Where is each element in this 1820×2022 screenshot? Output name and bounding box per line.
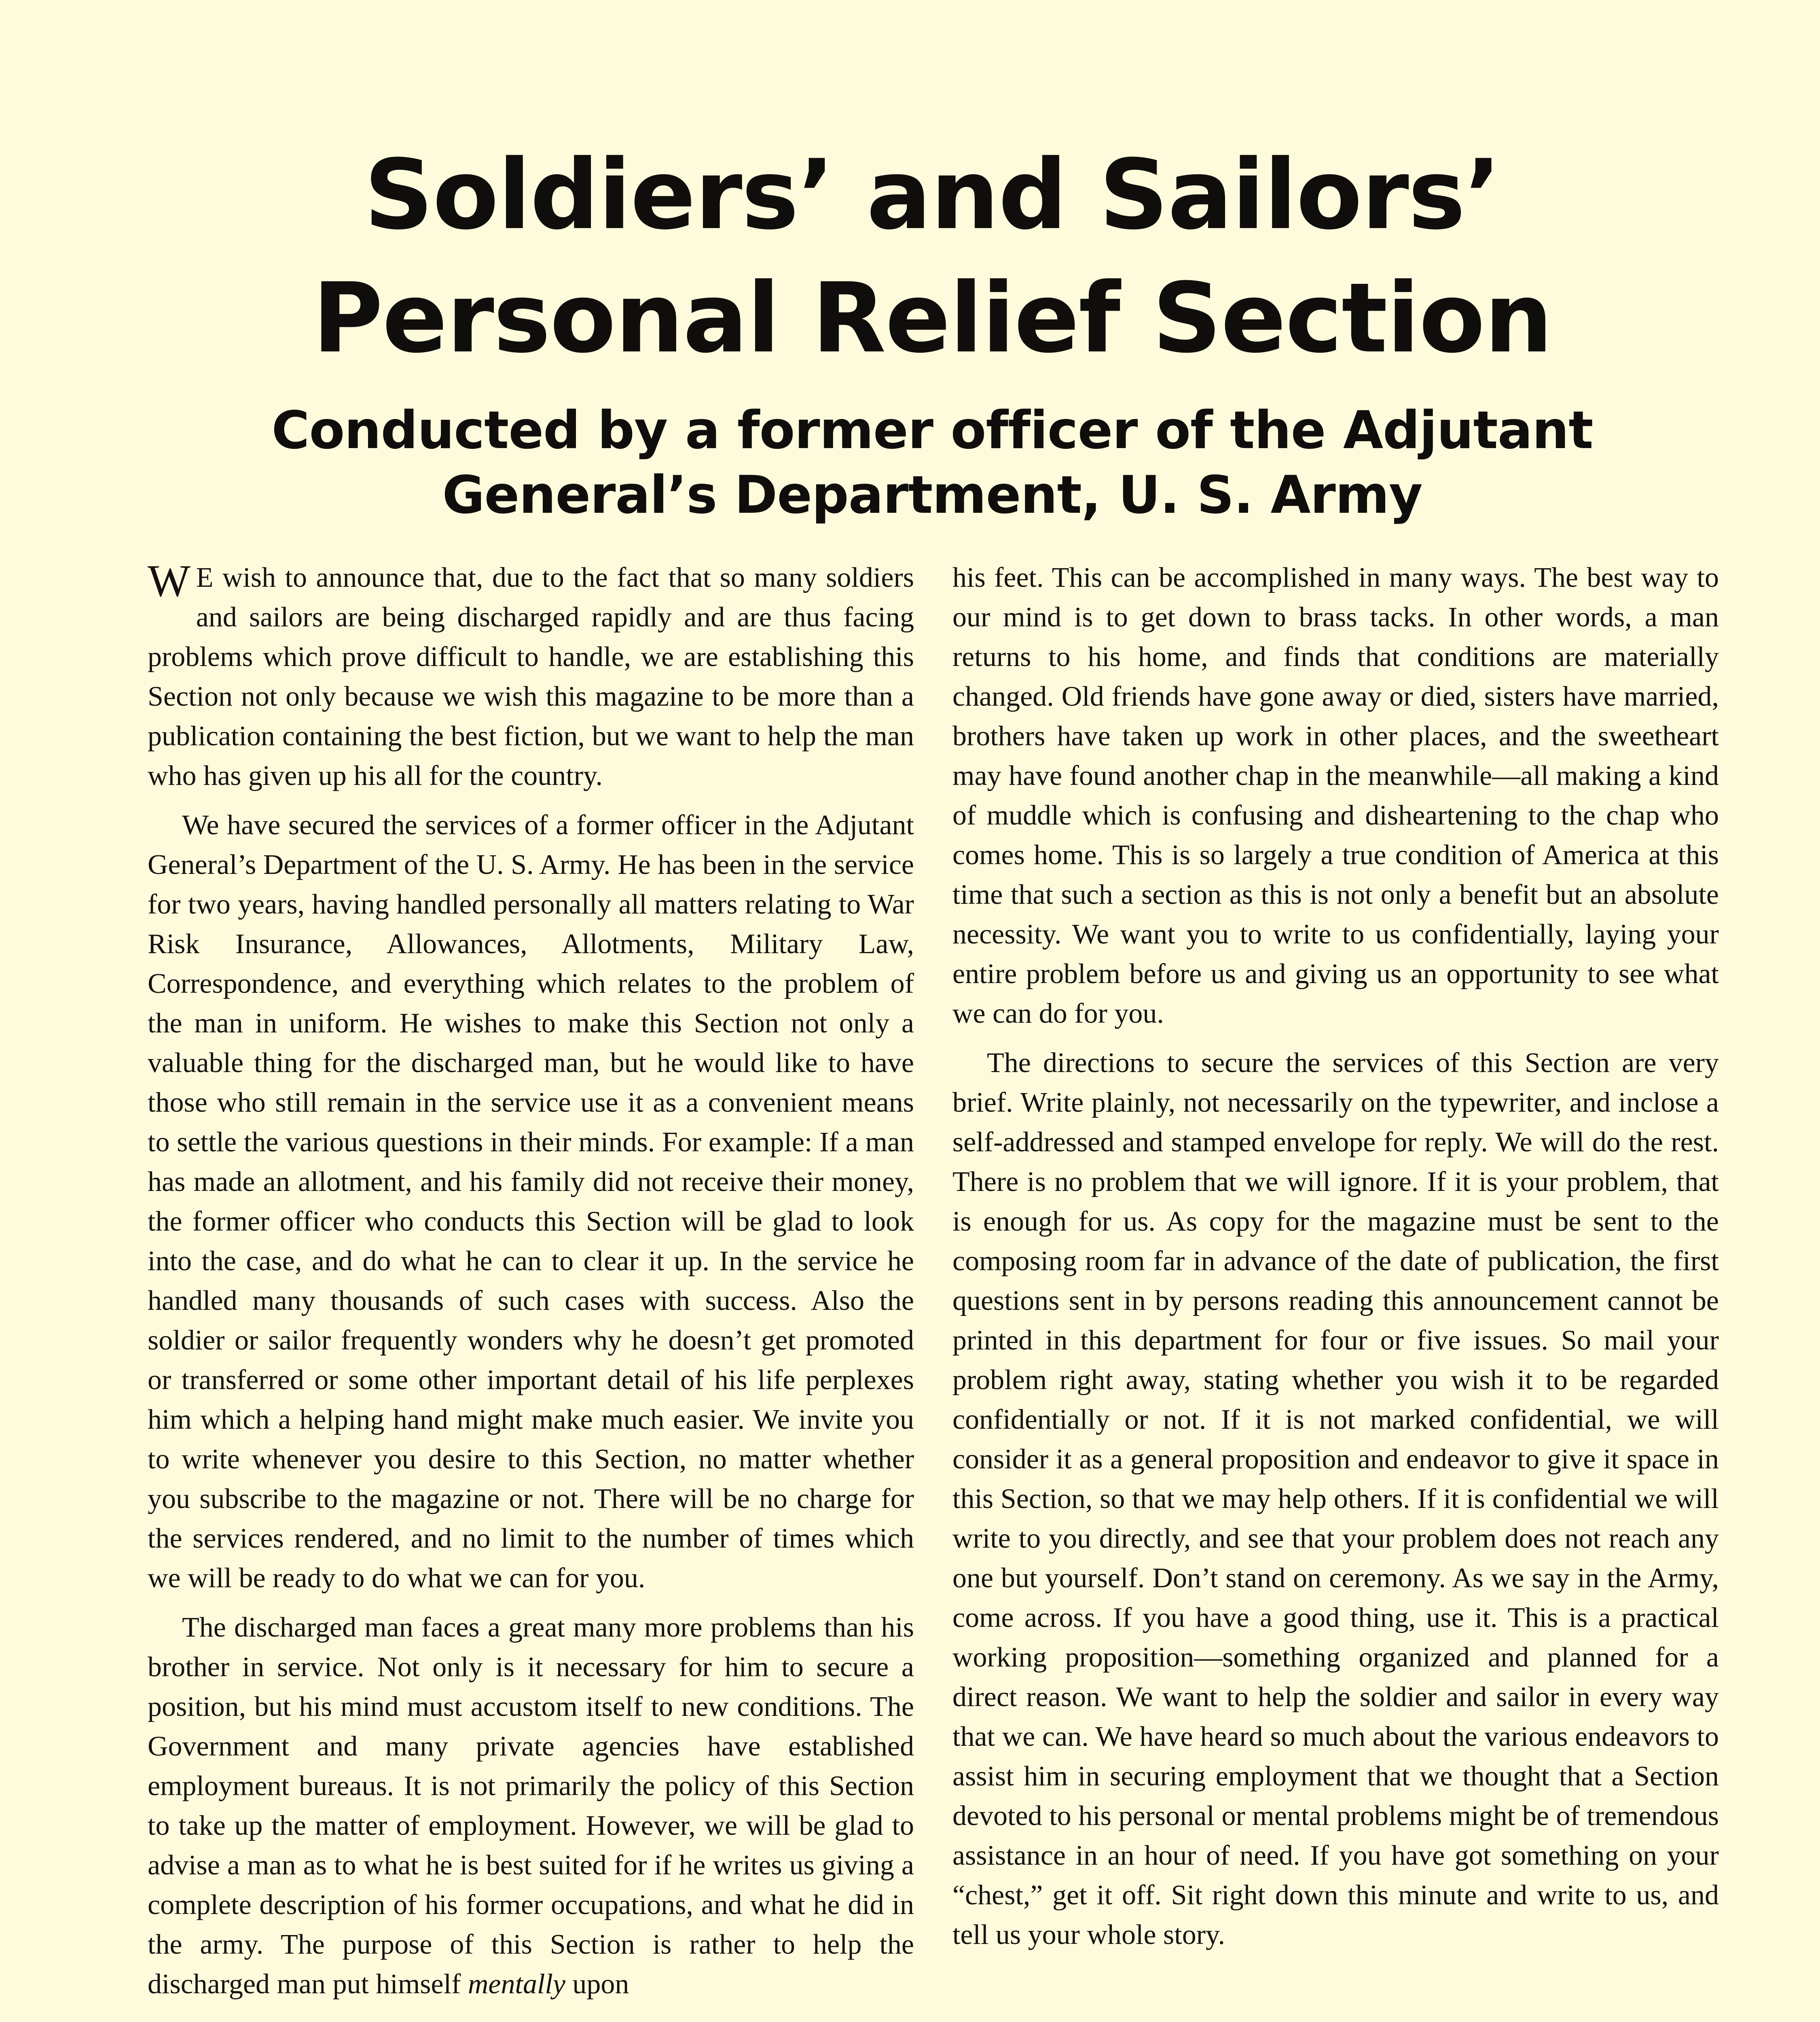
paragraph-intro: [148, 558, 914, 796]
emphasis-mentally: mentally: [468, 1969, 565, 2000]
article-title: Soldiers’ and Sailors’ Personal Relief Section: [312, 139, 1552, 374]
paragraph-discharged-man: [148, 1608, 914, 2004]
paragraph-discharged-text: The discharged man faces a great many more problems than his brother in service. Not only is it necessary for him to secure a position, but his mind must accustom itself to new conditions. The Government and many private agencies have established employment bureaus. It is not primarily the policy of this Section to take up the matter of employment. However, we will be glad to advise a man as to what he is best suited for if he writes us giving a complete description of his former occupations, and what he did in the army. The purpose of this Section is rather to help the discharged man put himself: [148, 1612, 914, 2000]
paragraph-discharged-tail: upon: [565, 1969, 629, 2000]
article-subtitle: Conducted by a former officer of the Adjutant General’s Department, U. S. Army: [271, 400, 1593, 525]
right-column: [952, 558, 1719, 1955]
paragraph-intro-text: E wish to announce that, due to the fact that so many soldiers and sailors are being discharged rapidly and are thus facing problems which prove difficult to handle, we are establishing this Section not only because we wish this magazine to be more than a publication containing the best fiction, but we want to help the man who has given up his all for the country.: [148, 562, 914, 791]
left-column: [148, 558, 914, 2004]
paragraph-continued: his feet. This can be accomplished in many ways. The best way to our mind is to get down to brass tacks. In other words, a man returns to his home, and finds that conditions are materially changed. Old friends have gone away or died, sisters have married, brothers have taken up work in other places, and the sweetheart may have found another chap in the meanwhile—all making a kind of muddle which is confusing and disheartening to the chap who comes home. This is so largely a true condition of America at this time that such a section as this is not only a benefit but an absolute necessity. We want you to write to us confidentially, laying your entire problem before us and giving us an opportunity to see what we can do for you.: [952, 562, 1719, 1029]
paragraph-directions: The directions to secure the services of this Section are very brief. Write plainly, not necessarily on the typewriter, and inclose a self-addressed and stamped envelope for reply. We will do the rest. There is no problem that we will ignore. If it is your problem, that is enough for us. As copy for the magazine must be sent to the composing room far in advance of the date of publication, the first questions sent in by persons reading this announcement cannot be printed in this department for four or five issues. So mail your problem right away, stating whether you wish it to be regarded confidentially or not. If it is not marked confidential, we will consider it as a general proposition and endeavor to give it space in this Section, so that we may help others. If it is confidential we will write to you directly, and see that your problem does not reach any one but yourself. Don’t stand on ceremony. As we say in the Army, come across. If you have a good thing, use it. This is a practical working proposition—something organized and planned for a direct reason. We want to help the soldier and sailor in every way that we can. We have heard so much about the various endeavors to assist him in securing employment that we thought that a Section devoted to his personal or mental problems might be of tremendous assistance in an hour of need. If you have got something on your “chest,” get it off. Sit right down this minute and write to us, and tell us your whole story.: [952, 1047, 1719, 1950]
drop-cap: W: [148, 556, 190, 606]
paragraph-services: We have secured the services of a former officer in the Adjutant General’s Department of the U. S. Army. He has been in the service for two years, having handled personally all matters relating to War Risk Insurance, Allowances, Allotments, Military Law, Correspondence, and everything which relates to the problem of the man in uniform. He wishes to make this Section not only a valuable thing for the discharged man, but he would like to have those who still remain in the service use it as a convenient means to settle the various questions in their minds. For example: If a man has made an allotment, and his family did not receive their money, the former officer who conducts this Section will be glad to look into the case, and do what he can to clear it up. In the service he handled many thousands of such cases with success. Also the soldier or sailor frequently wonders why he doesn’t get promoted or transferred or some other important detail of his life perplexes him which a helping hand might make much easier. We invite you to write whenever you desire to this Section, no matter whether you subscribe to the magazine or not. There will be no charge for the services rendered, and no limit to the number of times which we will be ready to do what we can for you.: [148, 810, 914, 1594]
